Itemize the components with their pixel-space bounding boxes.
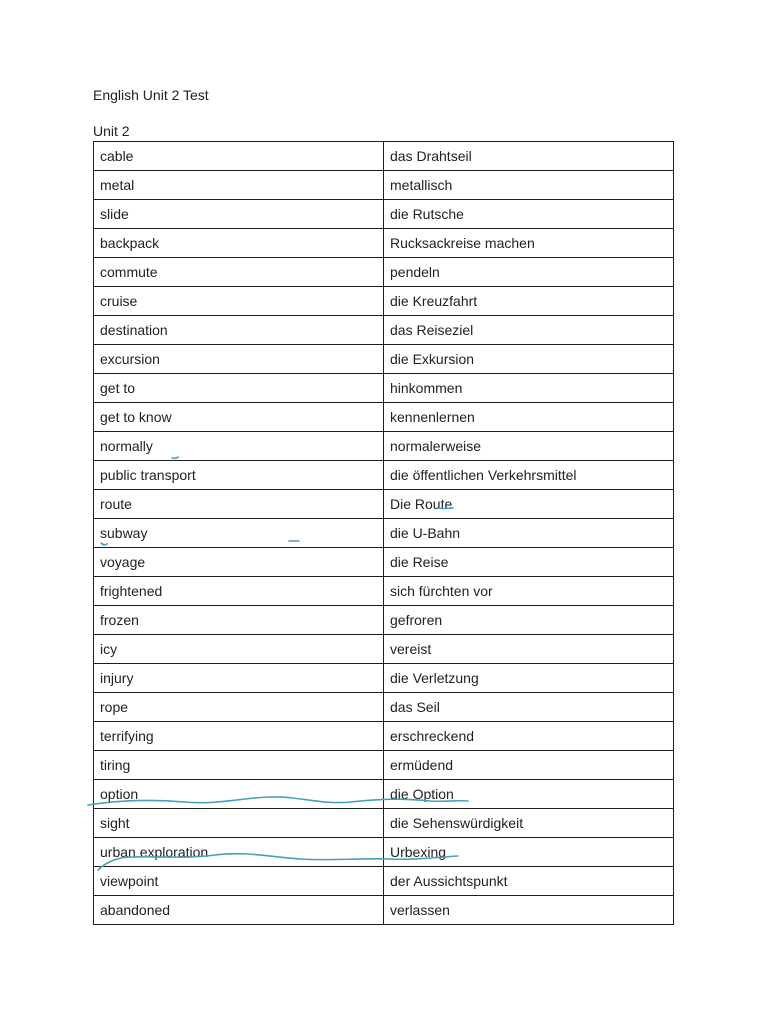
english-term: icy — [94, 635, 384, 664]
table-row — [94, 432, 674, 461]
german-translation: die U-Bahn — [384, 519, 674, 548]
table-row — [94, 403, 674, 432]
table-row — [94, 258, 674, 287]
table-row — [94, 287, 674, 316]
english-term: excursion — [94, 345, 384, 374]
table-row — [94, 519, 674, 548]
table-row — [94, 229, 674, 258]
table-row — [94, 867, 674, 896]
german-translation: vereist — [384, 635, 674, 664]
german-translation: das Seil — [384, 693, 674, 722]
table-row — [94, 142, 674, 171]
german-translation: pendeln — [384, 258, 674, 287]
german-translation: Rucksackreise machen — [384, 229, 674, 258]
table-row — [94, 896, 674, 925]
table-row — [94, 693, 674, 722]
english-term: injury — [94, 664, 384, 693]
german-translation: ermüdend — [384, 751, 674, 780]
english-term: rope — [94, 693, 384, 722]
english-term: route — [94, 490, 384, 519]
english-term: terrifying — [94, 722, 384, 751]
table-row — [94, 490, 674, 519]
english-term: subway — [94, 519, 384, 548]
german-translation: Die Route — [384, 490, 674, 519]
german-translation: gefroren — [384, 606, 674, 635]
english-term: commute — [94, 258, 384, 287]
german-translation: Urbexing — [384, 838, 674, 867]
english-term: public transport — [94, 461, 384, 490]
english-term: tiring — [94, 751, 384, 780]
english-term: sight — [94, 809, 384, 838]
english-term: destination — [94, 316, 384, 345]
german-translation: der Aussichtspunkt — [384, 867, 674, 896]
english-term: viewpoint — [94, 867, 384, 896]
german-translation: die Verletzung — [384, 664, 674, 693]
german-translation: die Kreuzfahrt — [384, 287, 674, 316]
english-term: get to know — [94, 403, 384, 432]
german-translation: die Option — [384, 780, 674, 809]
german-translation: kennenlernen — [384, 403, 674, 432]
english-term: cruise — [94, 287, 384, 316]
english-term: normally — [94, 432, 384, 461]
section-heading: Unit 2 — [93, 123, 130, 139]
table-row — [94, 374, 674, 403]
german-translation: sich fürchten vor — [384, 577, 674, 606]
table-row — [94, 838, 674, 867]
german-translation: verlassen — [384, 896, 674, 925]
german-translation: metallisch — [384, 171, 674, 200]
german-translation: hinkommen — [384, 374, 674, 403]
english-term: metal — [94, 171, 384, 200]
english-term: backpack — [94, 229, 384, 258]
english-term: frightened — [94, 577, 384, 606]
table-row — [94, 751, 674, 780]
german-translation: die Sehenswürdigkeit — [384, 809, 674, 838]
vocabulary-table — [93, 141, 674, 925]
table-row — [94, 461, 674, 490]
table-row — [94, 664, 674, 693]
english-term: urban exploration — [94, 838, 384, 867]
english-term: option — [94, 780, 384, 809]
german-translation: die Exkursion — [384, 345, 674, 374]
english-term: frozen — [94, 606, 384, 635]
english-term: cable — [94, 142, 384, 171]
table-row — [94, 780, 674, 809]
german-translation: erschreckend — [384, 722, 674, 751]
german-translation: die Rutsche — [384, 200, 674, 229]
table-row — [94, 809, 674, 838]
english-term: slide — [94, 200, 384, 229]
table-row — [94, 635, 674, 664]
table-row — [94, 577, 674, 606]
document-title: English Unit 2 Test — [93, 87, 209, 103]
german-translation: die öffentlichen Verkehrsmittel — [384, 461, 674, 490]
english-term: voyage — [94, 548, 384, 577]
english-term: abandoned — [94, 896, 384, 925]
table-row — [94, 606, 674, 635]
vocabulary-table-body — [94, 142, 674, 925]
table-row — [94, 345, 674, 374]
german-translation: die Reise — [384, 548, 674, 577]
table-row — [94, 316, 674, 345]
english-term: get to — [94, 374, 384, 403]
german-translation: normalerweise — [384, 432, 674, 461]
table-row — [94, 722, 674, 751]
table-row — [94, 548, 674, 577]
german-translation: das Reiseziel — [384, 316, 674, 345]
table-row — [94, 171, 674, 200]
table-row — [94, 200, 674, 229]
german-translation: das Drahtseil — [384, 142, 674, 171]
